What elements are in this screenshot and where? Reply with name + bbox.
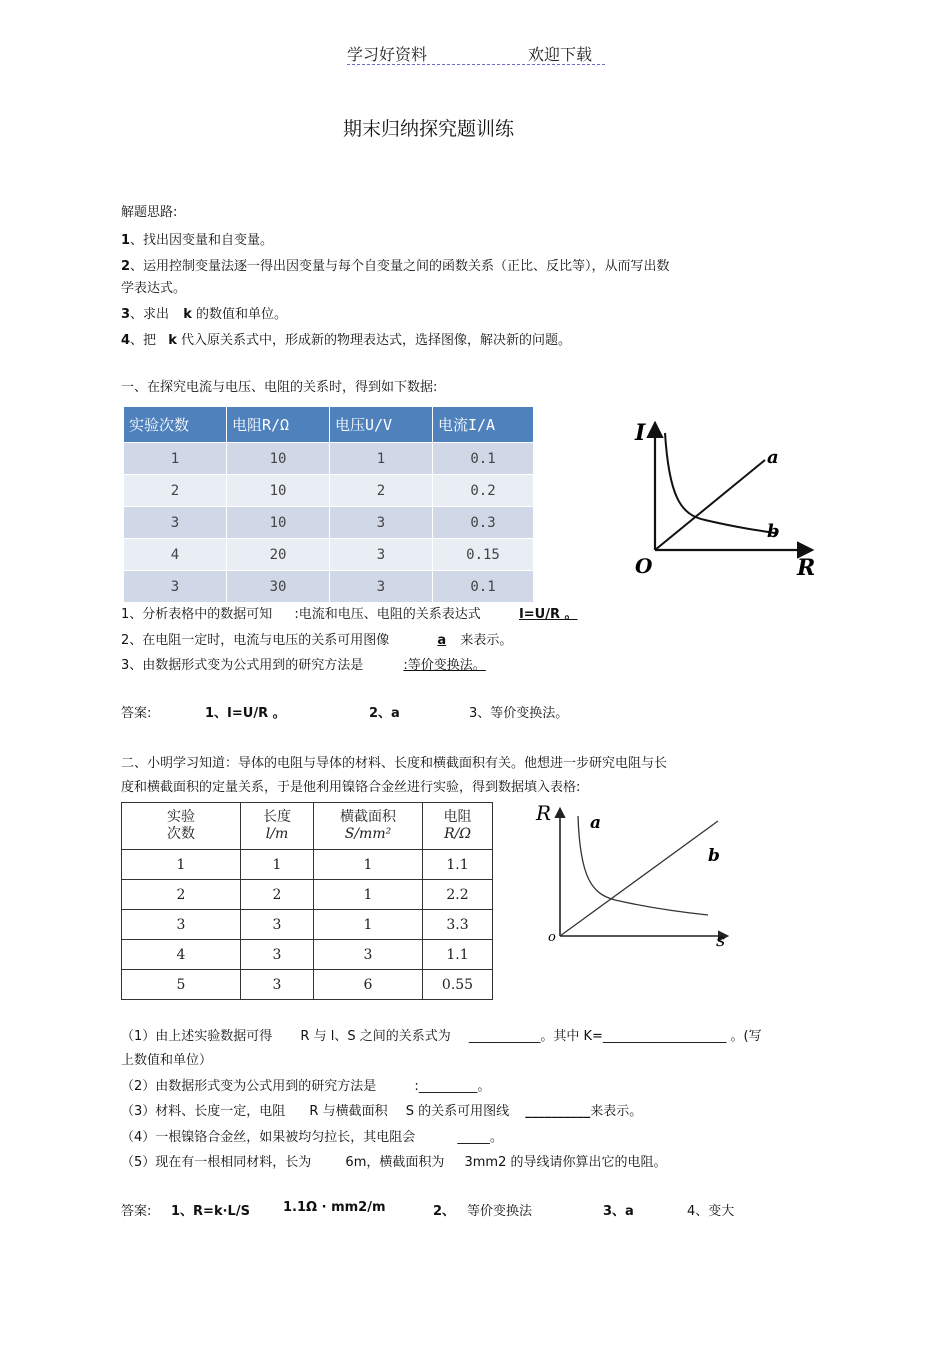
table-header-cell: 电阻 R/Ω xyxy=(423,803,493,850)
item-text: （5）现在有一根相同材料，长为 xyxy=(121,1155,312,1170)
item-text: S 的关系可用图线 xyxy=(405,1104,510,1119)
table-header-cell: 横截面积 S/mm² xyxy=(314,803,423,850)
item-text: 3、由数据形式变为公式用到的研究方法是 xyxy=(121,658,364,673)
line-a xyxy=(655,460,765,550)
table-cell: 10 xyxy=(227,475,330,507)
step-text: 代入原关系式中，形成新的物理表达式，选择图像，解决新的问题。 xyxy=(181,333,572,348)
table-cell: 0.1 xyxy=(433,443,534,475)
table-header-row xyxy=(122,803,493,850)
table-cell: 2 xyxy=(124,475,227,507)
step-k: k xyxy=(183,307,192,322)
item-text: （3）材料、长度一定，电阻 xyxy=(121,1104,286,1119)
table-cell: 1 xyxy=(122,850,241,880)
table-header-row xyxy=(124,407,534,443)
item-blank: ___________________ xyxy=(602,1029,727,1044)
item-text: 。(写 xyxy=(726,1029,762,1044)
step-num: 1 xyxy=(121,233,131,248)
y-axis-label: I xyxy=(635,420,646,446)
answer-4: 4、变大 xyxy=(687,1204,735,1219)
q1-intro: 一、在探究电流与电压、电阻的关系时，得到如下数据: xyxy=(121,380,438,395)
item-text: 1、分析表格中的数据可知 xyxy=(121,607,273,622)
table-row xyxy=(122,940,493,970)
table-row xyxy=(124,475,534,507)
step-num: 4 xyxy=(121,333,131,348)
y-axis-label: R xyxy=(536,801,552,825)
answer-1: 1、R=k⋅L/S xyxy=(171,1204,250,1219)
x-axis-label: s xyxy=(716,930,726,951)
table-cell: 3 xyxy=(330,571,433,603)
table-cell: 1.1 xyxy=(423,940,493,970)
q2-item-4 xyxy=(121,1126,503,1145)
table-cell: 2.2 xyxy=(423,880,493,910)
step-num: 2 xyxy=(121,259,131,274)
curve-b-label: b xyxy=(767,521,780,542)
item-text: （4）一根镍铬合金丝，如果被均匀拉长，其电阻会 xyxy=(121,1130,416,1145)
table-cell: 3.3 xyxy=(423,910,493,940)
table-header-cell: 电压U/V xyxy=(330,407,433,443)
step-k: k xyxy=(168,333,177,348)
table-cell: 10 xyxy=(227,507,330,539)
q2-intro-2: 度和横截面积的定量关系，于是他利用镍铬合金丝进行实验，得到数据填入表格: xyxy=(121,780,581,795)
q2-item-1-cont: 上数值和单位） xyxy=(121,1053,213,1068)
step-text: 、找出因变量和自变量。 xyxy=(130,233,274,248)
table-cell: 3 xyxy=(330,507,433,539)
step-3 xyxy=(121,303,287,322)
item-blank: :_________ xyxy=(414,1079,478,1094)
answer-label: 答案: xyxy=(121,706,152,721)
item-text: 3mm2 的导线请你算出它的电阻。 xyxy=(464,1155,667,1170)
table-cell: 1 xyxy=(241,850,314,880)
table-cell: 2 xyxy=(330,475,433,507)
step-2-cont: 学表达式。 xyxy=(121,281,187,296)
table-row xyxy=(124,571,534,603)
table-cell: 3 xyxy=(241,970,314,1000)
step-2 xyxy=(121,255,670,274)
table-cell: 2 xyxy=(122,880,241,910)
answer-3: 3、等价变换法。 xyxy=(469,706,569,721)
table-cell: 1 xyxy=(124,443,227,475)
table-row xyxy=(122,850,493,880)
q1-item-3 xyxy=(121,654,498,673)
q1-answers xyxy=(121,702,721,721)
step-pre: 、把 xyxy=(130,333,157,348)
step-4 xyxy=(121,329,571,348)
table-cell: 0.15 xyxy=(433,539,534,571)
step-text: 的数值和单位。 xyxy=(196,307,288,322)
table-cell: 1 xyxy=(314,910,423,940)
table-cell: 0.1 xyxy=(433,571,534,603)
answer-2: 2、a xyxy=(369,706,400,721)
item-text: 。 xyxy=(489,1130,503,1145)
header-right: 欢迎下载 xyxy=(528,45,593,64)
header-divider xyxy=(347,64,605,65)
table-cell: 2 xyxy=(241,880,314,910)
q1-data-table xyxy=(123,406,534,603)
step-text: 、运用控制变量法逐一得出因变量与每个自变量之间的函数关系（正比、反比等），从而写出数 xyxy=(130,259,670,274)
line-a-label: a xyxy=(767,447,779,468)
q2-item-2 xyxy=(121,1075,490,1094)
table-cell: 0.3 xyxy=(433,507,534,539)
answer-label: 答案: xyxy=(121,1204,152,1219)
answer-2: 2、 xyxy=(433,1204,456,1219)
table-row xyxy=(124,443,534,475)
table-cell: 4 xyxy=(124,539,227,571)
table-cell: 3 xyxy=(241,910,314,940)
table-cell: 1 xyxy=(314,850,423,880)
line-b xyxy=(560,821,718,936)
item-text: 6m，横截面积为 xyxy=(345,1155,445,1170)
answer-1: 1、I=U/R 。 xyxy=(205,706,286,721)
table-header-cell: 实验次数 xyxy=(124,407,227,443)
step-pre: 、求出 xyxy=(130,307,170,322)
item-blank: _____ xyxy=(457,1130,490,1145)
table-cell: 6 xyxy=(314,970,423,1000)
q2-intro-1: 二、小明学习知道：导体的电阻与导体的材料、长度和横截面积有关。他想进一步研究电阻与长 xyxy=(121,756,668,771)
table-cell: 1 xyxy=(330,443,433,475)
page-title: 期末归纳探究题训练 xyxy=(343,118,515,140)
item-text: R 与横截面积 xyxy=(309,1104,388,1119)
q1-graph xyxy=(625,415,825,585)
item-answer: a xyxy=(437,633,447,648)
table-row xyxy=(122,910,493,940)
table-cell: 3 xyxy=(241,940,314,970)
q2-graph xyxy=(530,798,740,953)
q2-item-5 xyxy=(121,1151,667,1170)
q2-item-1 xyxy=(121,1025,762,1044)
table-row xyxy=(122,970,493,1000)
item-text: R 与 l、S 之间的关系式为 xyxy=(300,1029,451,1044)
item-text: 2、在电阻一定时，电流与电压的关系可用图像 xyxy=(121,633,390,648)
table-row xyxy=(122,880,493,910)
item-text: 来表示。 xyxy=(590,1104,643,1119)
q1-item-1 xyxy=(121,603,590,622)
table-cell: 1.1 xyxy=(423,850,493,880)
q2-item-3 xyxy=(121,1100,642,1119)
table-cell: 0.2 xyxy=(433,475,534,507)
origin-label: O xyxy=(635,554,653,578)
table-cell: 4 xyxy=(122,940,241,970)
table-header-cell: 电流I/A xyxy=(433,407,534,443)
table-cell: 0.55 xyxy=(423,970,493,1000)
curve-b xyxy=(665,433,775,533)
table-cell: 3 xyxy=(124,571,227,603)
answer-3: 3、a xyxy=(603,1204,634,1219)
table-cell: 1 xyxy=(314,880,423,910)
q2-data-table xyxy=(121,802,493,1000)
table-row xyxy=(124,507,534,539)
curve-a-label: a xyxy=(590,813,602,833)
q1-item-2 xyxy=(121,629,512,648)
table-cell: 10 xyxy=(227,443,330,475)
step-num: 3 xyxy=(121,307,131,322)
table-cell: 3 xyxy=(124,507,227,539)
thinking-heading: 解题思路: xyxy=(121,205,178,220)
header-left: 学习好资料 xyxy=(347,45,428,64)
item-text: ___。其中 K= xyxy=(520,1029,603,1044)
origin-label: o xyxy=(548,930,556,945)
step-1 xyxy=(121,229,273,248)
table-cell: 5 xyxy=(122,970,241,1000)
item-blank: __________ xyxy=(525,1104,591,1119)
item-text: 。 xyxy=(477,1079,491,1094)
table-header-cell: 电阻R/Ω xyxy=(227,407,330,443)
table-cell: 3 xyxy=(330,539,433,571)
line-b-label: b xyxy=(708,846,720,866)
q2-answers xyxy=(121,1200,821,1219)
table-row xyxy=(124,539,534,571)
table-cell: 20 xyxy=(227,539,330,571)
answer-2-text: 等价变换法 xyxy=(467,1204,533,1219)
x-axis-label: R xyxy=(797,555,816,581)
table-header-cell: 实验 次数 xyxy=(122,803,241,850)
item-text: （2）由数据形式变为公式用到的研究方法是 xyxy=(121,1079,377,1094)
item-answer: :等价变换法。 xyxy=(403,658,486,673)
table-header-cell: 长度 l/m xyxy=(241,803,314,850)
table-cell: 30 xyxy=(227,571,330,603)
table-cell: 3 xyxy=(314,940,423,970)
item-answer: I=U/R 。 xyxy=(518,607,578,622)
item-text: :电流和电压、电阻的关系表达式 xyxy=(294,607,481,622)
item-blank: ________ xyxy=(468,1029,521,1044)
item-text: 来表示。 xyxy=(460,633,513,648)
table-cell: 3 xyxy=(122,910,241,940)
item-text: （1）由上述实验数据可得 xyxy=(121,1029,273,1044)
answer-1-value: 1.1Ω · mm2/m xyxy=(283,1200,386,1215)
